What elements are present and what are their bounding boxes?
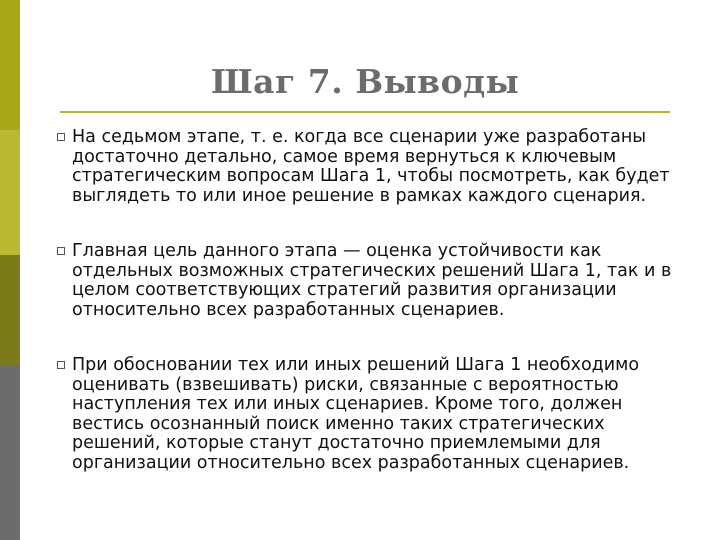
square-bullet-icon — [57, 361, 65, 369]
bullet-item-2 — [58, 242, 673, 320]
square-bullet-icon — [57, 133, 65, 141]
decorative-side-bar — [0, 0, 20, 540]
bullet-item-1 — [58, 128, 673, 206]
bullet-text: На седьмом этапе, т. е. когда все сценарии уже разработаны достаточно детально, самое время вернуться к ключевым стратегическим вопросам Шага 1, чтобы посмотреть, как будет выглядеть то или иное решение в рамках каждого сценария. — [72, 127, 670, 206]
side-bar-segment-olive — [0, 0, 20, 130]
bullet-list — [58, 128, 673, 509]
slide-title: Шаг 7. Выводы — [210, 62, 520, 101]
side-bar-segment-dark-olive — [0, 255, 20, 365]
side-bar-segment-gray — [0, 365, 20, 540]
square-bullet-icon — [57, 247, 65, 255]
bullet-item-3 — [58, 356, 673, 473]
bullet-text: Главная цель данного этапа — оценка устойчивости как отдельных возможных стратегических решений Шага 1, так и в целом соответствующих стратегий развития организации относительно всех разработанных сценариев. — [72, 241, 672, 320]
title-underline — [60, 111, 670, 113]
side-bar-segment-light-olive — [0, 130, 20, 255]
bullet-text: При обосновании тех или иных решений Шага 1 необходимо оценивать (взвешивать) риски, связанные с вероятностью наступления тех или иных сценариев. Кроме того, должен вестись осознанный поиск именно таких стратегических решений, которые станут достаточно приемлемыми для организации относительно всех разработанных сценариев. — [72, 355, 640, 473]
